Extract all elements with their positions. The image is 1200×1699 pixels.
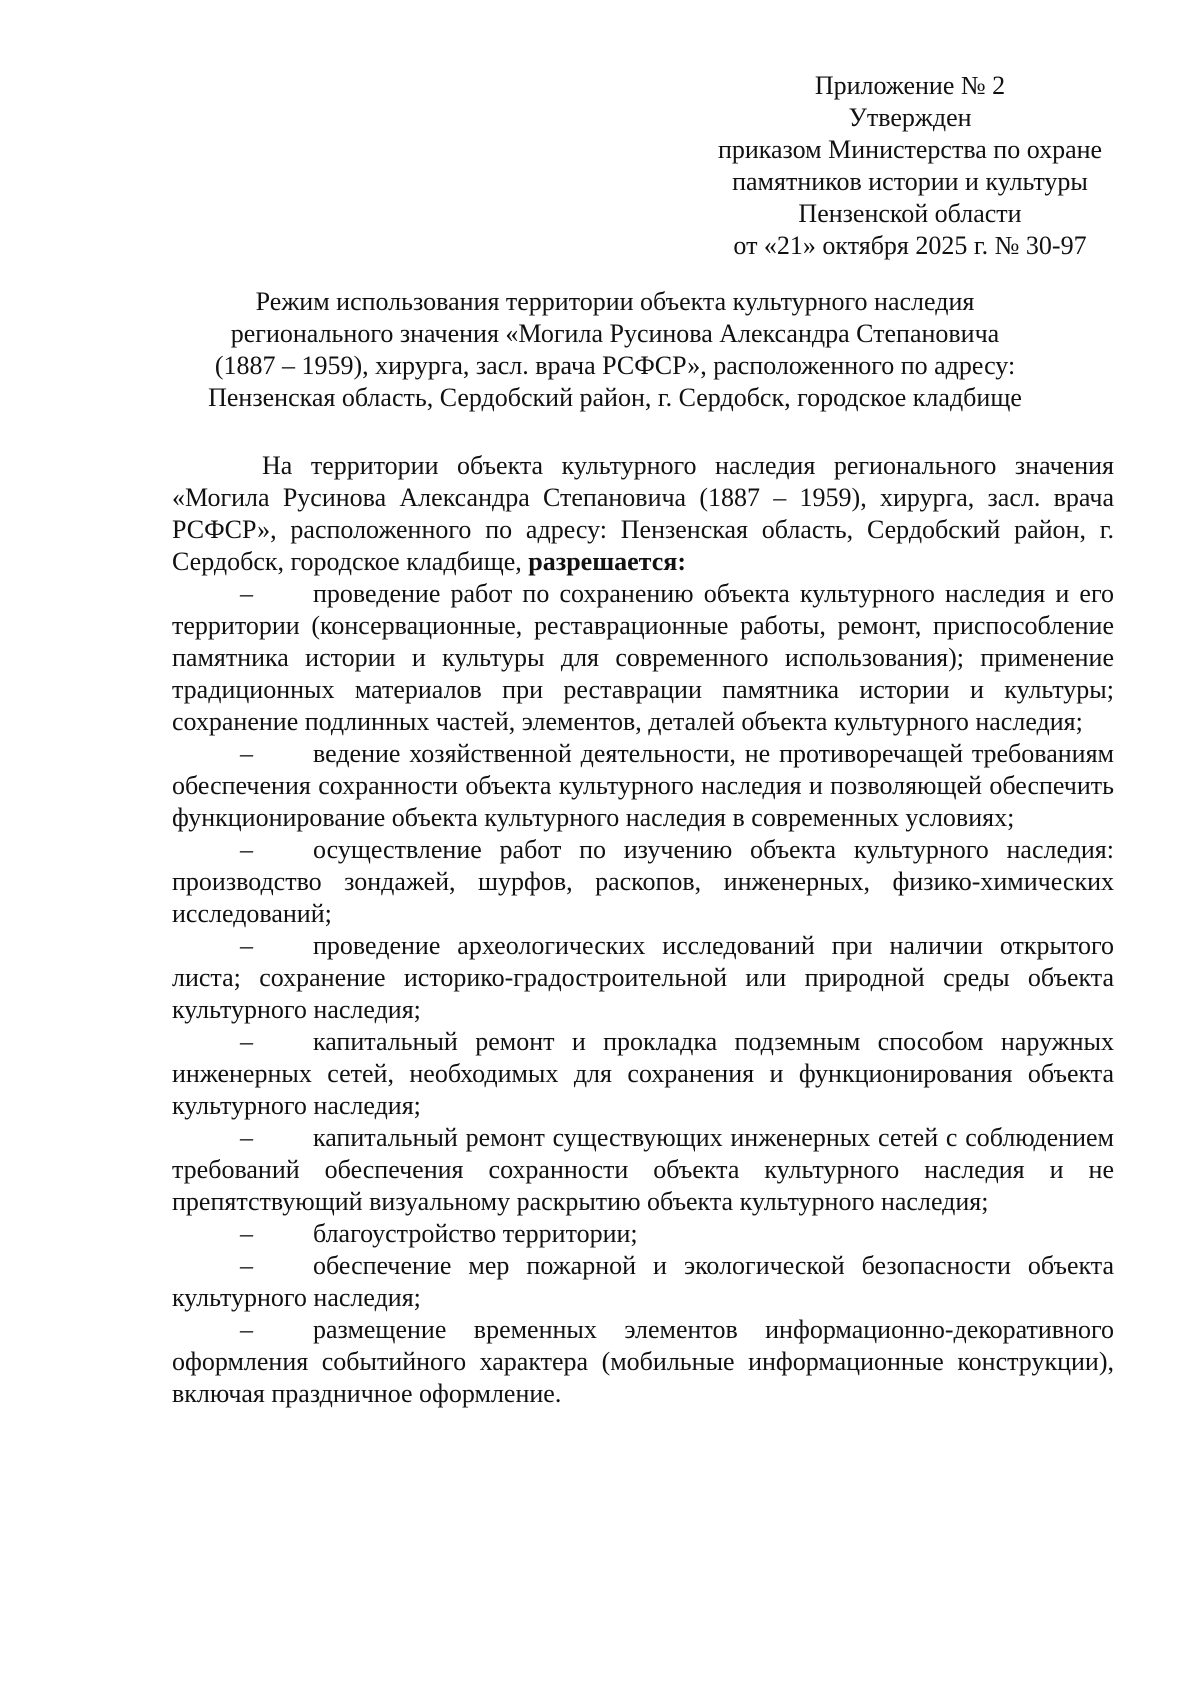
- list-item-text: капитальный ремонт существующих инженерных сетей с соблюдением требований обеспечения сохранности объекта культурного наследия и не препятствующий визуальному раскрытию объекта культурного наследия;: [172, 1123, 1114, 1216]
- approval-header: [690, 70, 1130, 262]
- list-item: [172, 930, 1114, 1026]
- dash-marker: –: [240, 931, 253, 960]
- header-line-ministry: памятников истории и культуры: [732, 167, 1088, 196]
- intro-paragraph: [172, 450, 1114, 578]
- list-item: [172, 1314, 1114, 1410]
- intro-text: На территории объекта культурного наследия регионального значения «Могила Русинова Александра Степановича (1887 – 1959), хирурга, засл. врача РСФСР», расположенного по адресу: Пензенская область, Сердобский район, г. Сердобск, городское кладбище,: [172, 451, 1114, 576]
- header-line-order: приказом Министерства по охране: [717, 135, 1103, 164]
- dash-marker: –: [240, 1315, 253, 1344]
- header-line-approved: Утвержден: [848, 103, 972, 132]
- list-item: [172, 834, 1114, 930]
- header-line-date-number: от «21» октября 2025 г. № 30-97: [733, 231, 1087, 260]
- dash-marker: –: [240, 1123, 253, 1152]
- list-item-text: осуществление работ по изучению объекта культурного наследия: производство зондажей, шурфов, раскопов, инженерных, физико-химических исследований;: [172, 835, 1114, 928]
- list-item-text: благоустройство территории;: [313, 1219, 638, 1248]
- dash-marker: –: [240, 579, 253, 608]
- list-item: [172, 1218, 1114, 1250]
- title-line: Пензенская область, Сердобский район, г. Сердобск, городское кладбище: [208, 383, 1022, 412]
- list-item: [172, 738, 1114, 834]
- dash-marker: –: [240, 739, 253, 768]
- document-body: [172, 450, 1114, 1410]
- list-item-text: проведение работ по сохранению объекта культурного наследия и его территории (консервационные, реставрационные работы, ремонт, приспособление памятника истории и культуры для современного использования); применение традиционных материалов при реставрации памятника истории и культуры; сохранение подлинных частей, элементов, деталей объекта культурного наследия;: [172, 579, 1114, 736]
- list-item-text: проведение археологических исследований при наличии открытого листа; сохранение историко-градостроительной или природной среды объекта культурного наследия;: [172, 931, 1114, 1024]
- title-line: регионального значения «Могила Русинова Александра Степановича: [230, 319, 1000, 348]
- list-item: [172, 1122, 1114, 1218]
- intro-bold-permitted: разрешается:: [528, 547, 687, 576]
- title-line: (1887 – 1959), хирурга, засл. врача РСФСР», расположенного по адресу:: [214, 351, 1016, 380]
- dash-marker: –: [240, 835, 253, 864]
- document-title: [150, 286, 1080, 414]
- list-item-text: ведение хозяйственной деятельности, не противоречащей требованиям обеспечения сохранности объекта культурного наследия и позволяющей обеспечить функционирование объекта культурного наследия в современных условиях;: [172, 739, 1114, 832]
- list-item-text: обеспечение мер пожарной и экологической безопасности объекта культурного наследия;: [172, 1251, 1114, 1312]
- title-line: Режим использования территории объекта культурного наследия: [255, 287, 975, 316]
- header-line-appendix: Приложение № 2: [814, 71, 1006, 100]
- list-item: [172, 1250, 1114, 1314]
- dash-marker: –: [240, 1027, 253, 1056]
- list-item: [172, 1026, 1114, 1122]
- dash-marker: –: [240, 1219, 253, 1248]
- dash-marker: –: [240, 1251, 253, 1280]
- header-line-region: Пензенской области: [798, 199, 1022, 228]
- list-item-text: капитальный ремонт и прокладка подземным способом наружных инженерных сетей, необходимых для сохранения и функционирования объекта культурного наследия;: [172, 1027, 1114, 1120]
- list-item: [172, 578, 1114, 738]
- list-item-text: размещение временных элементов информационно-декоративного оформления событийного характера (мобильные информационные конструкции), включая праздничное оформление.: [172, 1315, 1114, 1408]
